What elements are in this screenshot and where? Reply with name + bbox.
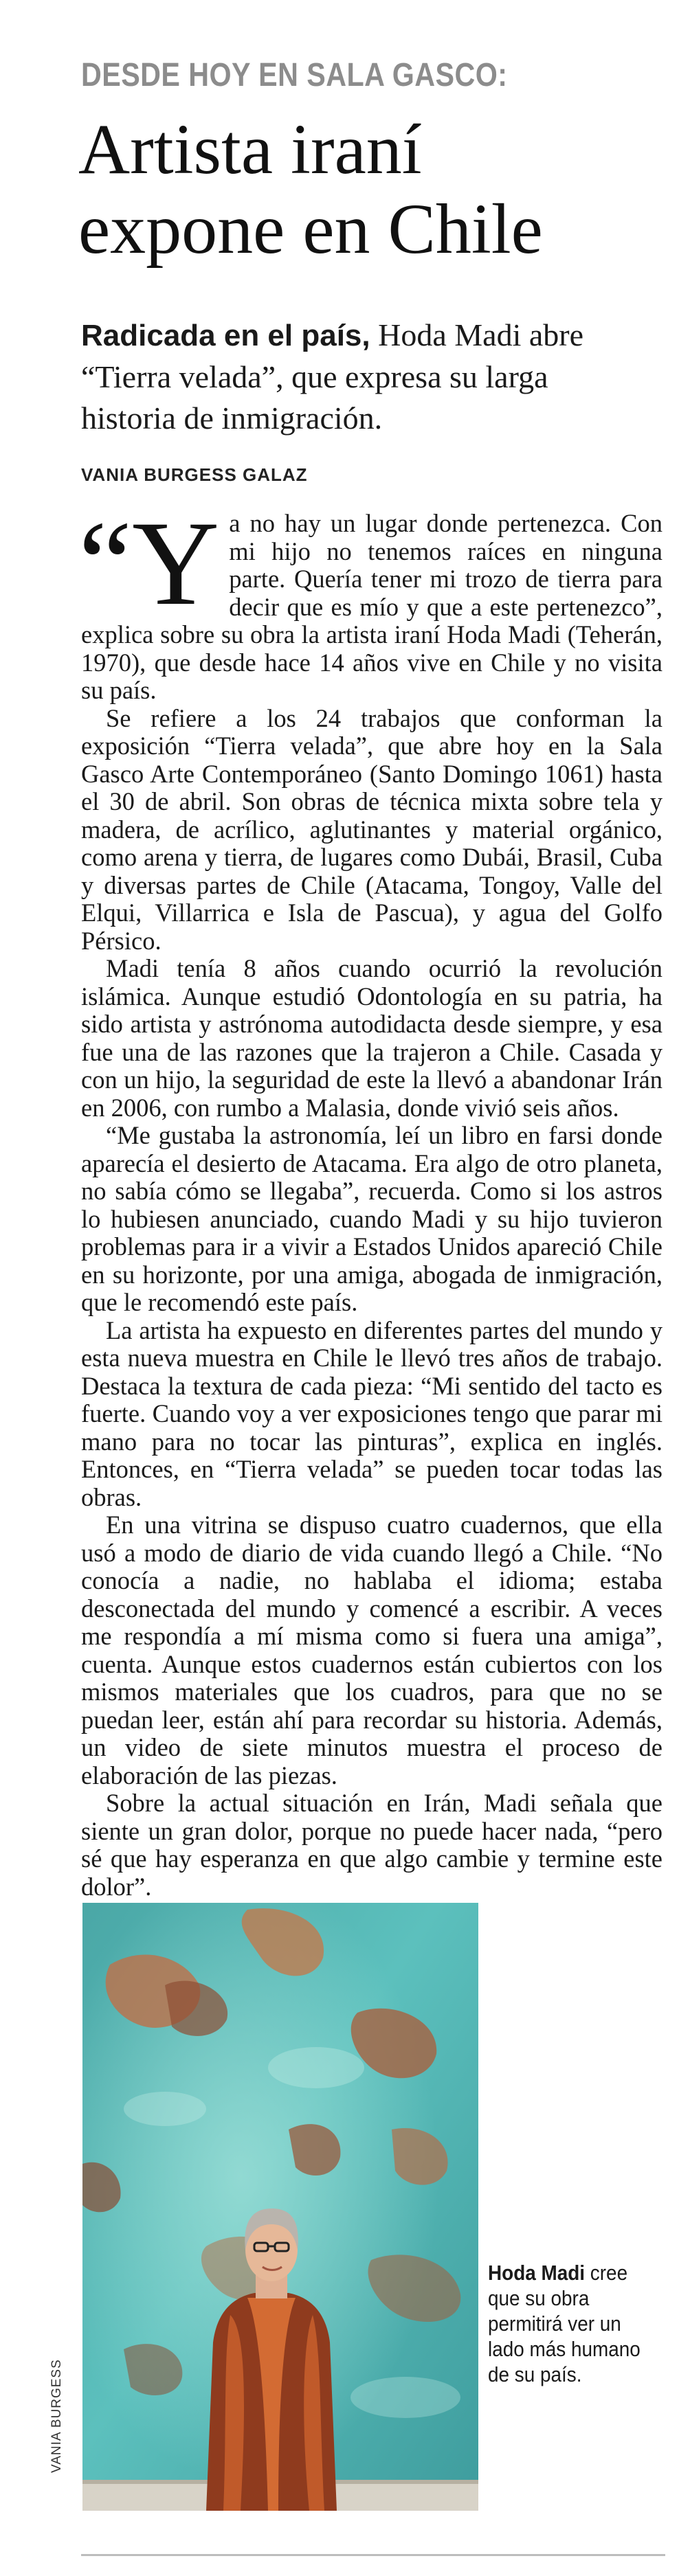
headline-line: expone en Chile xyxy=(78,190,543,269)
caption-name: Hoda Madi xyxy=(488,2261,586,2285)
photo-caption xyxy=(488,2260,650,2387)
photo-illustration xyxy=(82,1903,478,2511)
paragraph: “Me gustaba la astronomía, leí un libro en farsi donde aparecía el desierto de Atacama. Era algo de otro planeta, no sabía cómo se llegaba”, recuerda. Como si los astros lo hubiesen anunciado, cuando Madi y su hijo tuvieron problemas para ir a vivir a Estados Unidos apareció Chile en su horizonte, por una amiga, abogada de inmigración, que le recomendó este país. xyxy=(81,1121,663,1316)
photo-credit: VANIA BURGESS xyxy=(49,2359,64,2473)
article-body xyxy=(78,497,663,1901)
byline: VANIA BURGESS GALAZ xyxy=(81,464,308,485)
deck-line: historia de inmigración. xyxy=(81,400,383,436)
paragraph: Se refiere a los 24 trabajos que conforman la exposición “Tierra velada”, que abre hoy en la Sala Gasco Arte Contemporáneo (Santo Domingo 1061) hasta el 30 de abril. Son obras de técnica mixta sobre tela y madera, de acrílico, aglutinantes y material orgánico, como arena y tierra, de lugares como Dubái, Brasil, Cuba y diversas partes de Chile (Atacama, Tongoy, Valle del Elqui, Villarrica e Isla de Pascua), y agua del Golfo Pérsico. xyxy=(81,703,663,955)
bottom-rule xyxy=(81,2554,665,2556)
artist-photo xyxy=(82,1903,478,2511)
paragraph: Sobre la actual situación en Irán, Madi señala que siente un gran dolor, porque no puede hacer nada, “pero sé que hay esperanza en que algo cambie y termine este dolor”. xyxy=(81,1789,663,1901)
headline xyxy=(78,110,669,269)
deck-text: Hoda Madi abre xyxy=(370,317,584,352)
caption-text: cree que su obra permitirá ver un lado más humano de su país. xyxy=(488,2261,641,2386)
paragraph: En una vitrina se dispuso cuatro cuadernos, que ella usó a modo de diario de vida cuando llegó a Chile. “No conocía a nadie, no hablaba el idioma; estaba desconectada del mundo y comencé a escribir. A veces me respondía a mí misma como si fuera una amiga”, cuenta. Aunque estos cuadernos están cubiertos con los mismos materiales que los cuadros, para que no se puedan leer, están ahí para recordar su historia. Además, un video de siete minutos muestra el proceso de elaboración de las piezas. xyxy=(81,1511,663,1789)
drop-cap: “Y xyxy=(78,497,220,631)
paragraph: Madi tenía 8 años cuando ocurrió la revolución islámica. Aunque estudió Odontología en su patria, ha sido artista y astrónoma autodidacta desde siempre, y esa fue una de las razones que la trajeron a Chile. Casada y con un hijo, la seguridad de este la llevó a abandonar Irán en 2006, con rumbo a Malasia, donde vivió seis años. xyxy=(81,954,663,1122)
deck-line: “Tierra velada”, que expresa su larga xyxy=(81,359,548,394)
paragraph-text: a no hay un lugar donde pertenezca. Con mi hijo no tenemos raíces en ninguna parte. Quería tener mi trozo de tierra para decir que es mío y que a este pertenezco”, explica sobre su obra la artista iraní Hoda Madi (Teherán, 1970), que desde hace 14 años vive en Chile y no visita su país. xyxy=(81,509,663,704)
paragraph: La artista ha expuesto en diferentes partes del mundo y esta nueva muestra en Chile le llevó tres años de trabajo. Destaca la textura de cada pieza: “Mi sentido del tacto es fuerte. Cuando voy a ver exposiciones tengo que parar mi mano para no tocar las pinturas”, explica en inglés. Entonces, en “Tierra velada” se pueden tocar todas las obras. xyxy=(81,1315,663,1511)
headline-line: Artista iraní xyxy=(78,110,422,189)
paragraph xyxy=(78,497,663,705)
kicker: DESDE HOY EN SALA GASCO: xyxy=(81,57,508,93)
deck-lead: Radicada en el país, xyxy=(81,319,370,352)
deck xyxy=(81,315,658,439)
deck-line xyxy=(81,315,658,357)
